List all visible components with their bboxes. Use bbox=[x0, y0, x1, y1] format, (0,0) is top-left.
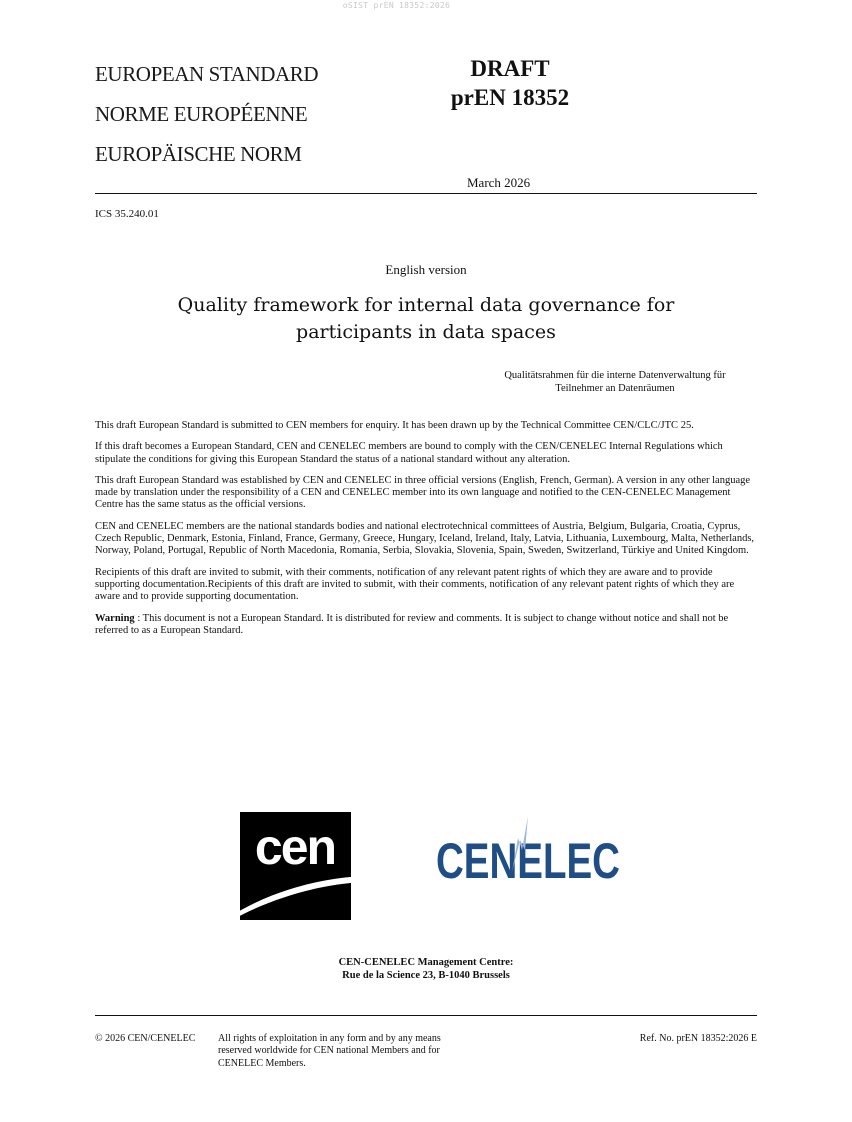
document-title bbox=[170, 292, 682, 346]
title-line: participants in data spaces bbox=[296, 321, 556, 343]
paragraph: This draft European Standard was established by CEN and CENELEC in three official versions (English, French, German). A version in any other language made by translation under the responsibility of a CEN and CENELEC member into its own language and notified to the CEN-CENELEC Management Centre has the same status as the official versions. bbox=[95, 474, 751, 511]
management-line: CEN-CENELEC Management Centre: bbox=[338, 957, 514, 968]
footer-divider bbox=[95, 1015, 757, 1016]
management-centre bbox=[0, 957, 852, 982]
rights-line: reserved worldwide for CEN national Members and for bbox=[218, 1045, 440, 1057]
copyright: © 2026 CEN/CENELEC bbox=[95, 1033, 196, 1044]
cen-logo-text: cen bbox=[254, 819, 336, 875]
paragraph: CEN and CENELEC members are the national standards bodies and national electrotechnical committees of Austria, Belgium, Bulgaria, Croatia, Cyprus, Czech Republic, Denmark, Estonia, Finland, France, Germany, Greece, Hungary, Iceland, Ireland, Italy, Latvia, Lithuania, Luxembourg, Malta, Netherlands, Norway, Poland, Portugal, Republic of North Macedonia, Romania, Serbia, Slovakia, Slovenia, Spain, Sweden, Switzerland, Türkiye and United Kingdom. bbox=[95, 520, 755, 557]
header-divider bbox=[95, 193, 757, 194]
warning-label: Warning bbox=[95, 612, 135, 624]
title-line: Quality framework for internal data governance for bbox=[177, 294, 675, 316]
ics-code: ICS 35.240.01 bbox=[95, 208, 159, 220]
paragraph: If this draft becomes a European Standard, CEN and CENELEC members are bound to comply with the CEN/CENELEC Internal Regulations which stipulate the conditions for giving this European Standard the status of a national standard without any alteration. bbox=[95, 441, 723, 465]
standard-name-de: EUROPÄISCHE NORM bbox=[95, 142, 302, 166]
cen-logo bbox=[228, 812, 364, 920]
doc-number: prEN 18352 bbox=[450, 85, 570, 110]
rights-line: All rights of exploitation in any form and by any means bbox=[218, 1033, 441, 1044]
body-text bbox=[95, 420, 760, 646]
draft-label: DRAFT bbox=[470, 56, 550, 81]
draft-block bbox=[420, 54, 600, 112]
warning-text: : This document is not a European Standard. It is distributed for review and comments. It is subject to change without notice and shall not be referred to as a European Standard. bbox=[95, 612, 729, 636]
cenelec-logo bbox=[434, 814, 624, 889]
paragraph: This draft European Standard is submitted to CEN members for enquiry. It has been drawn up by the Technical Committee CEN/CLC/JTC 25. bbox=[95, 420, 694, 431]
standard-name-fr: NORME EUROPÉENNE bbox=[95, 102, 308, 126]
version-label: English version bbox=[385, 262, 467, 277]
cenelec-logo-text: CENELEC bbox=[436, 833, 620, 889]
german-title bbox=[470, 369, 760, 395]
rights-line: CENELEC Members. bbox=[218, 1057, 306, 1069]
german-title-line: Qualitätsrahmen für die interne Datenverwaltung für bbox=[504, 370, 726, 381]
date: March 2026 bbox=[467, 175, 531, 190]
management-address: Rue de la Science 23, B-1040 Brussels bbox=[342, 969, 510, 981]
rights-notice bbox=[218, 1033, 498, 1070]
standard-names bbox=[95, 54, 318, 174]
warning-paragraph bbox=[95, 613, 760, 638]
german-title-line: Teilnehmer an Datenräumen bbox=[555, 383, 675, 394]
watermark: oSIST prEN 18352:2026 bbox=[342, 1, 451, 10]
reference-number: Ref. No. prEN 18352:2026 E bbox=[639, 1033, 757, 1044]
paragraph: Recipients of this draft are invited to submit, with their comments, notification of any relevant patent rights of which they are aware and to provide supporting documentation.Recipients of this draft are invited to submit, with their comments, notification of any relevant patent rights of which they are aware and to provide supporting documentation. bbox=[95, 566, 735, 603]
standard-name-en: EUROPEAN STANDARD bbox=[95, 62, 319, 86]
